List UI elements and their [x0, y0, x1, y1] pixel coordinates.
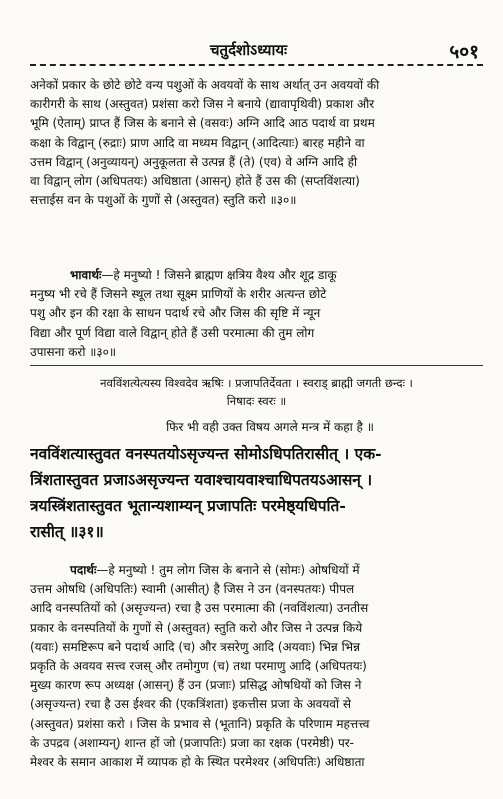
text-line: उत्तम ओषधि (अधिपतिः) स्वामी (आसीत्) है जिस ने उन (वनस्पतयः) पीपल	[30, 582, 355, 597]
text-line: कक्षा के विद्वान् (रुद्राः) प्राण आदि वा मध्यम विद्वान् (आदित्याः) बारह महीने वा	[30, 135, 365, 150]
page-header	[30, 38, 483, 66]
page-number: ५०१	[449, 41, 479, 63]
verse-line: त्रिंशतास्तुवत प्रजाऽअसृज्यन्त यवाश्चायवाश्चाधिपतयऽआसन् ।	[30, 470, 373, 489]
meta-line: नवविंशत्येत्यस्य विश्वदेव ऋषिः । प्रजापतिर्देवता । स्वराड् ब्राह्मी जगती छन्दः ।	[100, 376, 413, 390]
text-line: मुख्य कारण रूप अध्यक्ष (आसन्) हैं उन (प्रजाः) प्रसिद्ध ओषधियों को जिस ने	[30, 678, 362, 693]
text-line: वा विद्वान् लोग (अधिपतयः) अधिष्ठाता (आसन्) होते हैं उस की (सप्तविंशत्या)	[30, 174, 360, 189]
padarth-label: पदार्थः	[70, 563, 97, 577]
text-line: विद्या और पूर्ण विद्या वाले विद्वान् होते हैं उसी परमात्मा की तुम लोग	[30, 325, 315, 340]
text-line: मनुष्य भी रचे हैं जिसने स्थूल तथा सूक्ष्म प्राणियों के शरीर अत्यन्त छोटे	[30, 287, 327, 302]
text-line	[30, 266, 483, 285]
text-line-content: —हे मनुष्यो ! तुम लोग जिस के बनाने से (सोमः) ओषधियों में	[96, 563, 360, 577]
divider	[30, 365, 483, 366]
mantra-intro: फिर भी वही उक्त विषय अगले मन्त्र में कहा है ॥	[166, 420, 374, 434]
text-line: आदि वनस्पतियों को (असृज्यन्त) रचा है उस परमात्मा की (नवविंशत्या) उनतीस	[30, 601, 369, 616]
text-line: के उपद्रव (अशाम्यन्) शान्त हों जो (प्रजापतिः) प्रजा का रक्षक (परमेष्ठी) पर-	[30, 735, 355, 750]
verse-line: नवविंशत्यास्तुवत वनस्पतयोऽसृज्यन्त सोमोऽधिपतिरासीत् । एक-	[30, 444, 382, 463]
padarth-paragraph	[30, 561, 483, 772]
text-line: (अस्तुवत) प्रशंसा करो । जिस के प्रभाव से (भूतानि) प्रकृति के परिणाम महत्तत्त्व	[30, 716, 370, 731]
text-line: मेश्वर के समान आकाश में व्यापक हो के स्थित परमेश्वर (अधिपतिः) अधिष्ठाता	[30, 755, 365, 770]
verse-line: त्रयस्त्रिंशतास्तुवत भूतान्यशाम्यन् प्रजापतिः परमेष्ठ्यधिपति-	[30, 496, 346, 515]
text-line: प्रकृति के अवयव सत्त्व रजस् और तमोगुण (च) तथा परमाणु आदि (अधिपतयः)	[30, 659, 367, 674]
bhavarth-paragraph	[30, 266, 483, 362]
meta-line: निषादः स्वरः ॥	[226, 394, 287, 408]
text-line: उपासना करो ॥३०॥	[30, 344, 117, 359]
text-line: (यवाः) समष्टिरूप बने पदार्थ आदि (च) और त्रसरेणु आदि (अयवाः) भिन्न भिन्न	[30, 639, 360, 654]
mantra-verse	[30, 441, 483, 545]
text-line: (असृज्यन्त) रचा है उस ईश्वर की (एकत्रिंशता) इकत्तीस प्रजा के अवयवों से	[30, 697, 351, 712]
commentary-paragraph-1	[30, 76, 483, 210]
mantra-meta	[30, 374, 483, 410]
bhavarth-label: भावार्थः	[70, 268, 102, 282]
text-line: कारीगरी के साथ (अस्तुवत) प्रशंसा करो जिस ने बनाये (द्यावापृथिवी) प्रकाश और	[30, 97, 375, 112]
text-line: अनेकों प्रकार के छोटे छोटे वन्य पशुओं के अवयवों के साथ अर्थात् उन अवयवों की	[30, 78, 380, 92]
text-line: भूमि (ऐताम्) प्राप्त हैं जिस के बनाने से (वसवः) अग्नि आदि आठ पदार्थ वा प्रथम	[30, 116, 375, 131]
text-line: सत्ताईस वन के पशुओं के गुणों से (अस्तुवत) स्तुति करो ॥३०॥	[30, 193, 297, 208]
text-line: उत्तम विद्वान् (अनुव्यायन्) अनुकूलता से उत्पन्न हैं (ते) (एव) वे अग्नि आदि ही	[30, 154, 358, 169]
chapter-title: चतुर्दशोऽध्यायः	[210, 41, 288, 59]
text-line-content: —हे मनुष्यो ! जिसने ब्राह्मण क्षत्रिय वैश्य और शूद्र डाकू	[101, 268, 337, 282]
text-line	[30, 561, 483, 580]
verse-line: रासीत् ॥३१॥	[30, 522, 104, 541]
text-line: पशु और इन की रक्षा के साधन पदार्थ रचे और जिस की सृष्टि में न्यून	[30, 306, 321, 321]
text-line: प्रकार के वनस्पतियों के गुणों से (अस्तुवत) स्तुति करो और जिस ने उत्पन्न किये	[30, 620, 363, 635]
